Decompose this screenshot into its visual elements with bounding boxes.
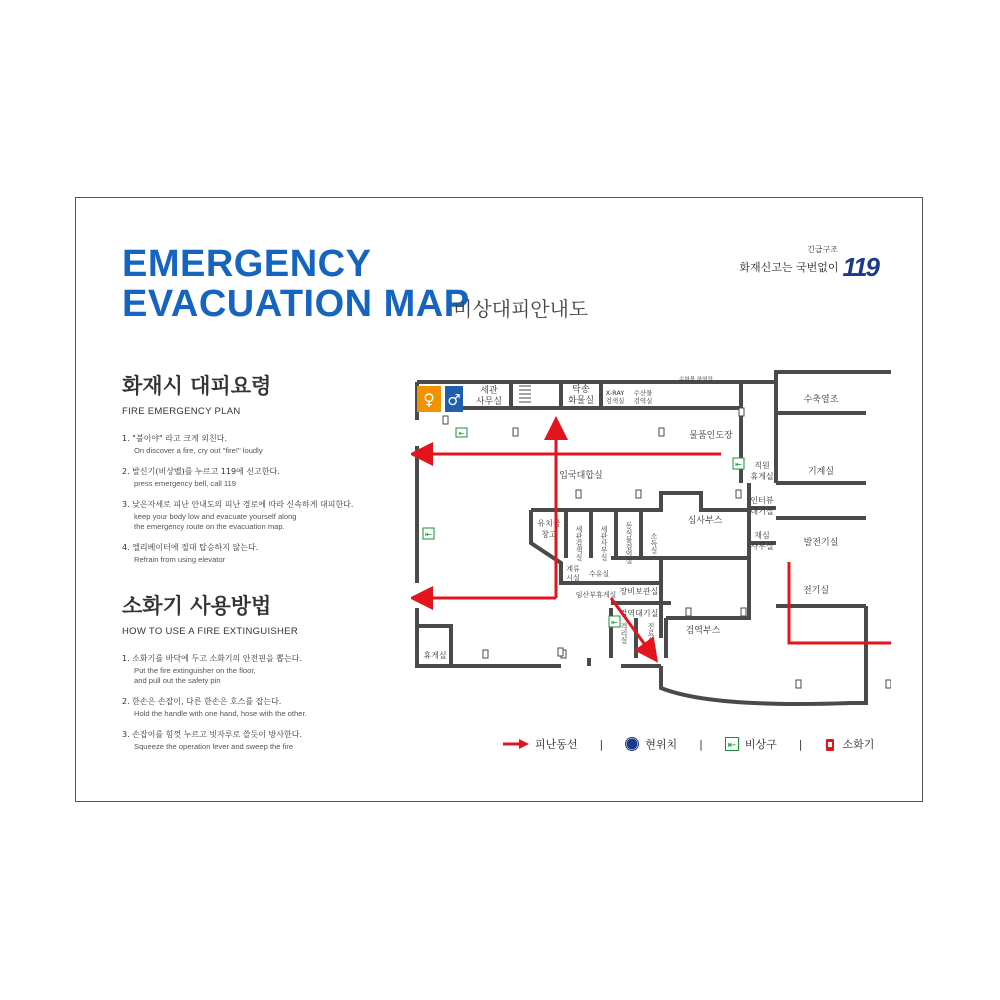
list-item bbox=[122, 729, 422, 752]
room-label: 시설 bbox=[566, 574, 580, 582]
room-label: 검색실 bbox=[605, 397, 625, 405]
room-label: 수유실 bbox=[588, 570, 610, 578]
room-label: 대기실 bbox=[750, 507, 774, 516]
fire-extinguisher-icon bbox=[741, 608, 746, 616]
room-label: 사무실 bbox=[750, 542, 774, 551]
list-item bbox=[122, 466, 422, 489]
room-label: 수화물 하역장 bbox=[679, 377, 713, 383]
restroom-male-glyph: ♂ bbox=[447, 391, 461, 409]
fire-plan-title: 화재시 대피요령 bbox=[122, 374, 272, 398]
svg-text:⇤: ⇤ bbox=[425, 530, 432, 539]
legend-separator: | bbox=[798, 737, 803, 751]
fire-report-block bbox=[739, 244, 878, 282]
fire-plan-section bbox=[122, 370, 422, 575]
legend-route-label: 피난동선 bbox=[535, 738, 578, 751]
step-en: Refrain from using elevator bbox=[134, 555, 226, 564]
legend-current bbox=[625, 736, 677, 752]
exit-sign-icon bbox=[609, 616, 620, 627]
list-item bbox=[122, 499, 422, 532]
room-label: 탁송 bbox=[572, 385, 590, 395]
step-en: On discover a fire, cry out "fire!" loudly bbox=[134, 446, 263, 455]
fire-extinguisher-icon bbox=[558, 648, 563, 656]
step-en: Hold the handle with one hand, hose with the other. bbox=[134, 709, 307, 718]
room-label: 계류 bbox=[566, 565, 580, 573]
fire-extinguisher-icon bbox=[796, 680, 801, 688]
svg-text:⇤: ⇤ bbox=[611, 618, 618, 627]
exit-sign-icon bbox=[725, 737, 739, 751]
fire-plan-subtitle: FIRE EMERGENCY PLAN bbox=[122, 406, 241, 417]
fire-extinguisher-icon bbox=[443, 416, 448, 424]
room-label: 임산부휴게실 bbox=[575, 591, 617, 599]
svg-text:⇤: ⇤ bbox=[735, 460, 742, 469]
fire-extinguisher-icon bbox=[886, 680, 891, 688]
list-item bbox=[122, 433, 422, 456]
list-item bbox=[122, 542, 422, 565]
report-text: 화재신고는 국번없이 bbox=[739, 261, 839, 274]
room-label: 입국대합실 bbox=[559, 471, 603, 481]
stairs-icon bbox=[519, 386, 531, 402]
step-en: Put the fire extinguisher on the floor, and pull out the safety pin bbox=[134, 666, 256, 685]
extinguisher-steps bbox=[122, 653, 422, 752]
report-number: 119 bbox=[842, 252, 878, 282]
fire-extinguisher-icon bbox=[736, 490, 741, 498]
room-label: 세관사무실 bbox=[600, 525, 608, 561]
room-label: 검역대기실 bbox=[619, 609, 659, 618]
room-label: 유치물 bbox=[537, 519, 561, 528]
room-label: X-RAY bbox=[605, 389, 625, 397]
room-label: 수산물 bbox=[633, 389, 653, 397]
room-label: 수축열조 bbox=[803, 395, 839, 405]
step-ko: 1. 소화기를 바닥에 두고 소화기의 안전핀을 뽑는다. bbox=[122, 654, 302, 663]
room-label: 진료실 bbox=[647, 622, 655, 644]
step-ko: 2. 발신기(비상벨)를 누르고 119에 신고한다. bbox=[122, 467, 280, 476]
fire-plan-steps bbox=[122, 433, 422, 565]
room-label: 소독실 bbox=[650, 532, 658, 554]
legend-extinguisher bbox=[824, 736, 874, 752]
title-line-1: EMERGENCY bbox=[122, 243, 372, 285]
room-label: 기계실 bbox=[807, 467, 835, 477]
fire-extinguisher-icon bbox=[513, 428, 518, 436]
restroom-female-glyph: ♀ bbox=[423, 390, 435, 409]
room-label: 물품인도장 bbox=[689, 431, 733, 441]
room-label: 검역부스 bbox=[685, 626, 721, 636]
page-title bbox=[122, 244, 470, 324]
list-item bbox=[122, 653, 422, 686]
step-ko: 4. 엘리베이터에 절대 탑승하지 않는다. bbox=[122, 543, 259, 552]
legend-route bbox=[503, 736, 578, 752]
legend-current-label: 현위치 bbox=[645, 738, 678, 751]
fire-extinguisher-icon bbox=[824, 737, 836, 751]
step-en: Squeeze the operation lever and sweep the fire bbox=[134, 742, 294, 751]
step-en: keep your body low and evacuate yourself along the emergency route on the evacuation map. bbox=[134, 512, 297, 531]
current-location-icon bbox=[625, 737, 639, 751]
map-legend bbox=[503, 736, 874, 752]
room-label: 세관검색실 bbox=[575, 525, 583, 561]
svg-text:⇤: ⇤ bbox=[458, 429, 465, 438]
fire-extinguisher-icon bbox=[739, 408, 744, 416]
legend-separator: | bbox=[699, 737, 703, 751]
room-label: 격리실 bbox=[620, 622, 628, 644]
report-small-label: 긴급구조 bbox=[807, 245, 838, 254]
fire-extinguisher-icon bbox=[636, 490, 641, 498]
step-ko: 3. 낮은자세로 피난 안내도의 피난 경로에 따라 신속하게 대피한다. bbox=[122, 500, 354, 509]
extinguisher-title: 소화기 사용방법 bbox=[122, 594, 272, 618]
step-ko: 2. 한손은 손잡이, 다른 한손은 호스를 잡는다. bbox=[122, 697, 282, 706]
list-item bbox=[122, 696, 422, 719]
room-label: 심사부스 bbox=[687, 516, 723, 526]
legend-exit-label: 비상구 bbox=[744, 738, 777, 751]
room-label: 휴게실 bbox=[423, 651, 447, 660]
floor-plan bbox=[411, 368, 891, 708]
room-label: 발전기실 bbox=[803, 538, 839, 548]
room-label: 인터뷰 bbox=[750, 496, 774, 505]
room-label: 창고 bbox=[541, 530, 557, 539]
evacuation-sign bbox=[75, 197, 923, 802]
room-label: 장비보관실 bbox=[619, 587, 659, 596]
exit-sign-icon bbox=[456, 428, 467, 438]
fire-extinguisher-icon bbox=[659, 428, 664, 436]
title-korean: 비상대피안내도 bbox=[453, 297, 589, 321]
evacuation-arrow-icon bbox=[503, 739, 529, 749]
room-label: 동식물검역실 bbox=[625, 522, 633, 564]
room-label: 재심 bbox=[754, 531, 770, 540]
legend-separator: | bbox=[599, 737, 604, 751]
room-label: 화물실 bbox=[567, 396, 595, 406]
extinguisher-section bbox=[122, 590, 422, 762]
room-label: 세관 bbox=[480, 386, 498, 396]
evacuation-arrow-icon bbox=[789, 562, 891, 688]
room-label: 사무실 bbox=[475, 397, 503, 407]
extinguisher-subtitle: HOW TO USE A FIRE EXTINGUISHER bbox=[122, 626, 298, 637]
legend-exit bbox=[725, 736, 777, 752]
fire-extinguisher-icon bbox=[686, 608, 691, 616]
svg-text:⇤: ⇤ bbox=[727, 740, 737, 751]
title-line-2: EVACUATION MAP bbox=[122, 283, 470, 325]
step-en: press emergency bell, call 119 bbox=[134, 479, 237, 488]
legend-extinguisher-label: 소화기 bbox=[842, 738, 875, 751]
exit-sign-icon bbox=[423, 528, 434, 539]
step-ko: 3. 손잡이를 힘껏 누르고 빗자루로 쓸듯이 방사한다. bbox=[122, 730, 302, 739]
room-label: 검역실 bbox=[633, 397, 653, 405]
room-label: 직원 bbox=[754, 461, 770, 470]
room-label: 휴게실 bbox=[750, 472, 774, 481]
fire-extinguisher-icon bbox=[576, 490, 581, 498]
exit-sign-icon bbox=[733, 458, 744, 469]
step-ko: 1. "불이야" 라고 크게 외친다. bbox=[122, 434, 227, 443]
fire-extinguisher-icon bbox=[483, 650, 488, 658]
room-label: 전기실 bbox=[802, 586, 830, 596]
